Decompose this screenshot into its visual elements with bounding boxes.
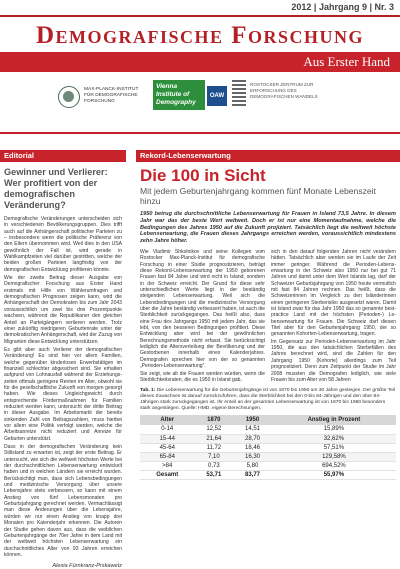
- editorial-paragraph: Demografische Veränderungen unterscheiden sich in verschiedenen Bevölkerungsgruppen. Dies trifft auch auf die Anhängerschaft politischer Parteien zu – insbesondere wenn die politische Präferenz von den Eltern übernommen wird. Weil dies in den USA gewöhnlich der Fall ist, wird gerade in Wahlkampfzeiten viel darüber gestritten, welche der beiden großen Parteien langfristig von der demografischen Entwicklung profitieren könnte.: [4, 216, 122, 273]
- vid-logo: Vienna Institute of Demography: [153, 80, 205, 110]
- table-cell: 0-14: [140, 425, 195, 434]
- table-row: [140, 461, 396, 470]
- table-cell: 57,51%: [272, 443, 396, 452]
- article-paragraph: Sie zeigt, wie alt die Frauen werden würden, wenn die Sterblichkeitsraten, die es 1950 in Island gab,: [140, 370, 265, 383]
- table-cell: 32,62%: [272, 434, 396, 443]
- editorial-body: [0, 216, 126, 558]
- table-caption-text: Die Lebenserwartung für die Geburtenjahrgänge ist von 1870 bis 1950 um 30 Jahre gestiegen. Der größte Teil dieses Zuwachses ist darauf zurückzuführen, dass die Sterblichkeit bei den 0-bis 84-Jährigen und den über 84-Jährigen stark zurückgegangen ist. Ihr Anteil an der gesamten Lebenserwartung ist von 1870 bis 1950 besonders stark angestiegen. Quelle: HMD, eigene Berechnungen.: [140, 388, 396, 412]
- life-expectancy-table: [140, 415, 396, 480]
- table-caption: [140, 388, 396, 412]
- editorial-title: Gewinner und Verlierer: Wer profitiert von der demografischen Veränderung?: [4, 167, 108, 210]
- table-header-row: [140, 415, 396, 425]
- table-cell: 16,30: [233, 452, 272, 461]
- publication-title: Demografische Forschung: [35, 22, 365, 49]
- table-total-row: [140, 470, 396, 479]
- table-caption-label: Tab. 1:: [140, 388, 156, 394]
- table-cell: 21,64: [195, 434, 234, 443]
- table-cell: 15-44: [140, 434, 195, 443]
- article-headline: Die 100 in Sicht: [140, 166, 266, 185]
- table-cell: 7,10: [195, 452, 234, 461]
- article-tag: Rekord-Lebenserwartung: [136, 150, 400, 162]
- table-cell: 5,80: [233, 461, 272, 470]
- table-cell: 12,52: [195, 425, 234, 434]
- table-cell: 83,77: [233, 470, 272, 479]
- table-header: 1870: [195, 415, 234, 425]
- table-row: [140, 434, 396, 443]
- table-cell: 129,58%: [272, 452, 396, 461]
- table-cell: 65-84: [140, 452, 195, 461]
- editorial-tag: Editorial: [0, 150, 126, 162]
- table-header: Alter: [140, 415, 195, 425]
- editorial-paragraph: Wie der zweite Beitrag dieser Ausgabe von Demografischer Forschung aus Erster Hand erstmals mit Hilfe von Wählerumfragen und demografischen Prognosen zeigen kann, wird die Anhängerschaft der Demokraten bis zum Jahr 2043 voraussichtlich um zwei bis drei Prozentpunkte wachsen, während die Republikaner den gleichen Anteil an Parteigängern verlieren werden. Trotz einer zukünftig niedrigeren Geburtenrate unter der demokratischen Anhängerschaft, wird der Zuzug von Migranten diese Entwicklung unterstützen.: [4, 275, 122, 345]
- article-column: [136, 150, 400, 565]
- table-cell: 45-64: [140, 443, 195, 452]
- table-cell: 14,51: [233, 425, 272, 434]
- rostock-logo: [232, 80, 246, 110]
- mpi-logo: [58, 86, 80, 108]
- table-cell: 694,52%: [272, 461, 396, 470]
- table-cell: >84: [140, 461, 195, 470]
- table-cell: 0,73: [195, 461, 234, 470]
- partner-logos: [0, 78, 400, 128]
- mpi-logo-text: MAX-PLANCK-INSTITUT FÜR DEMOGRAFISCHE FORSCHUNG: [84, 87, 139, 104]
- article-body: [136, 249, 400, 384]
- top-rule: [0, 15, 400, 17]
- table-cell: 55,97%: [272, 470, 396, 479]
- article-lead: 1950 betrug die durchschnittliche Lebenserwartung für Frauen in Island 73,5 Jahre. In diesem Jahr war das der beste Wert weltweit. Doch er ist nur eine Momentaufnahme, welche die Bedingungen des Jahres 1950 auf die Zukunft projiziert. Tatsächlich liegt die weltweit höchste Lebenserwartung, die Frauen dieses Jahrgangs erreichen werden, voraussichtlich mindestens zehn Jahre höher.: [140, 211, 396, 245]
- issue-info: 2012 | Jahrgang 9 | Nr. 3: [291, 2, 394, 12]
- oaw-logo: OAW: [207, 86, 227, 106]
- table-header: Anstieg in Prozent: [272, 415, 396, 425]
- publication-subtitle: Aus Erster Hand: [303, 54, 390, 69]
- article-body-col1: [140, 249, 265, 384]
- article-body-col2: [271, 249, 396, 384]
- table-cell: Gesamt: [140, 470, 195, 479]
- header-divider: [0, 132, 400, 134]
- table-cell: 18,46: [233, 443, 272, 452]
- editorial-column: [0, 150, 126, 569]
- table-cell: 28,70: [233, 434, 272, 443]
- article-paragraph: Wie Vladimir Shkolnikov und seine Kollegen vom Rostocker Max-Planck-Institut für demografische Forschung in einer Studie prognostizieren, beträgt diese Rekord-Lebenserwartung der 1950 geborenen Frauen fast 84 Jahre und wird nicht in Island, sondern in der Schweiz erreicht. Der Grund für diese sehr unterschiedlichen Werte liegt in der beständig steigenden Lebenserwartung. Weil sich die Lebensbedingungen und die medizinische Versorgung über die Jahre beständig verbessert haben, ist auch die Sterblichkeit zurückgegangen. Das heißt also, dass eine Frau des Jahrgangs 1950 mit jedem Jahr, das sie lebt, von den besseren Bedingungen profitiert. Diese Entwicklung aber wird bei der gewöhnlichen Berechnungsmethode nicht erfasst. Sie berücksichtigt lediglich die Altersverteilung der Bevölkerung und der Gestorbenen innerhalb eines Kalenderjahres. Demografen sprechen hier von der so genannten „Perioden-Lebenserwartung“.: [140, 248, 265, 370]
- article-paragraph: sich in den darauf folgenden Jahren nicht verändern hätten. Tatsächlich aber werden sie im Laufe der Zeit immer geringer. Während die Perioden-Lebenserwartung in der Schweiz also 1950 nur bei gut 71 Jahren und damit unter dem Wert Islands lag, darf der Schweizer Geburtsjahrgang von 1950 heute vermutlich mit fast 84 Jahren rechnen. Das heißt, dass die Schweizerinnen im Vergleich zu den Isländerinnen einen geringeren Sterberisiko ausgesetzt waren. Damit ist Island zwar für das Jahr 1950 das so genannte best-practice Land mit der höchsten (Perioden-) Lebenserwartung für Frauen. Die Schweiz darf diesen Titel aber für den Geburtenjahrgang 1950, der so genannten Kohorten-Lebenserwartung, tragen.: [271, 248, 396, 338]
- table-row: [140, 425, 396, 434]
- table-row: [140, 443, 396, 452]
- table-row: [140, 452, 396, 461]
- rostock-logo-text: ROSTOCKER ZENTRUM ZUR ERFORSCHUNG DES DEMOGRAFISCHEN WANDELS: [250, 82, 318, 99]
- table-cell: 53,71: [195, 470, 234, 479]
- article-subheadline: Mit jedem Geburtenjahrgang kommen fünf Monate Lebenszeit hinzu: [140, 186, 376, 206]
- table-header: 1950: [233, 415, 272, 425]
- article-paragraph: Im Gegensatz zur Perioden-Lebenserwartung im Jahr 1950, die aus den tatsächlichen Sterbefällen des Jahres berechnet wird, sind die Zahlen für den Jahrgang 1950 (Kohorte) allerdings zum Teil prognostiziert. Denn zum Zeitpunkt der Studie im Jahr 2008 mussten die Demografen lediglich, wie viele Frauen bis zum Alter von 58 Jahren: [271, 338, 396, 383]
- editorial-paragraph: Es gibt aber auch Verlierer der demografischen Veränderung! Es sind hier vor allem Familien, welche gegenüber kinderlosen Erwerbstätigen im finanziell schlechter abgesichert sind. Sie erhalten aufgrund von Lohnausfall während der Erziehungszeiten oftmals geringere Renten im Alter, obwohl sie für die gesellschaftliche Zukunft von morgen gesorgt haben. Wie dieses Ungleichgewicht durch entsprechende Fördermaßnahmen für Familien reduziert werden kann, untersucht der dritte Beitrag in dieser Ausgabe. Im Arbeitsmarkt der bereits sinkenden Zahl von Beitragszahlern, muss hierbei vor allem eine Politik verfolgt werden, welche die Arbeitsanreize nicht reduziert und Anreize für Geburten unterstützt.: [4, 346, 122, 442]
- table-cell: 11,72: [195, 443, 234, 452]
- editorial-paragraph: Dass in der demografischen Veränderung kein Stillstand zu erwarten ist, zeigt der erste Beitrag. Er untersucht, wie sich die weltweit höchsten Werte bei der durchschnittlichen Lebenserwartung entwickelt haben und in welchen Ländern sie erreicht wurden. Berücksichtigt man, dass sich Lebensbedingungen und medizinische Versorgung über unsere Lebensjahre stets verbessern, so kann mit einem Anstieg von fünf Lebensmonaten pro Geburtsjahrgang gerechnet werden. Vermachlässigt man diese Änderungen über die Lebensjahre, würden wir nur einen Anstieg von knapp drei Monaten pro Kalenderjahr erkennen. Die Autoren der Studie gehen davon aus, dass die weiblichen Geburtenjahrgänge der 70er Jahre in dem Land mit der weltweit höchsten Lebenserwartung ein durchschnittliches Alter von 93 Jahren erreichen können.: [4, 444, 122, 558]
- editorial-author: Alexia Fürnkranz-Prskawetz: [52, 563, 122, 569]
- table-cell: 15,89%: [272, 425, 396, 434]
